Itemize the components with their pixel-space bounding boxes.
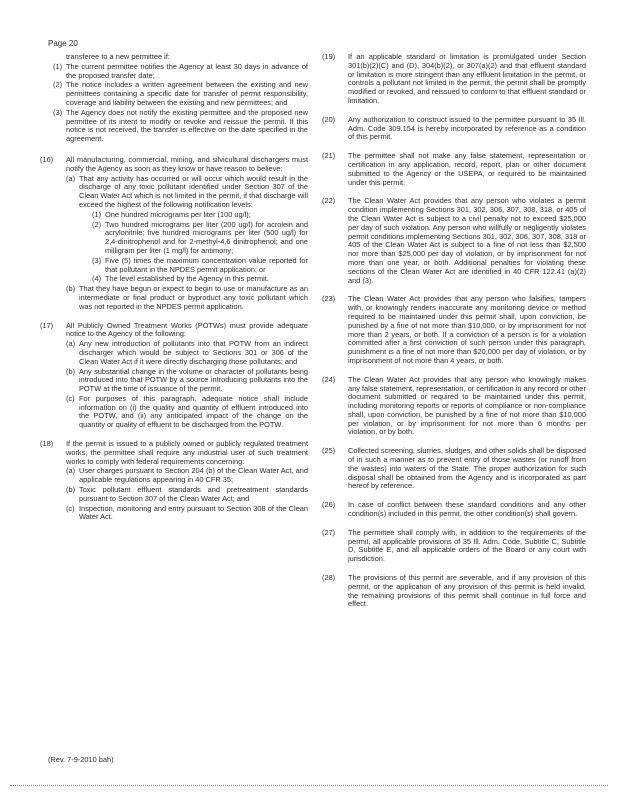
sub-item: (a) User charges pursuant to Section 204 (b) of the Clean Water Act, and applicable regulations appearing in 40 CFR 35; <box>66 466 308 485</box>
sub-item: (b) That they have begun or expect to begin to use or manufacture as an intermediate or final product or byproduct any toxic pollutant which was not reported in the NPDES permit application. <box>66 284 308 311</box>
item-text: All Publicly Owned Treatment Works (POTWs) must provide adequate notice to the Agency of the following: <box>66 320 308 339</box>
left-column <box>40 53 308 532</box>
item-text: All manufacturing, commercial, mining, and silvicultural dischargers must notify the Agency as soon as they know or have reason to believe: <box>66 154 308 173</box>
condition-16 <box>40 156 308 312</box>
sub-item: (c) Inspection, monitoring and entry pursuant to Section 308 of the Clean Water Act. <box>66 503 308 522</box>
condition-17 <box>40 322 308 431</box>
item-text: If the permit is issued to a publicly owned or publicly regulated treatment works, the permittee shall require any industrial user of such treatment works to comply with federal requirements concerning: <box>66 439 308 466</box>
condition-24: (24) The Clean Water Act provides that any person who knowingly makes any false statement, representation, or certification in any record or other document submitted or required to be maintained under this permit, including monitoring reports or reports of compliance or non-compliance shall, upon conviction, be punished by a fine of not more than $10,000 per violation, or by imprisonment for not more than 6 months per violation, or by both. <box>322 374 586 437</box>
condition-27: (27) The permittee shall comply with, in addition to the requirements of the permit, all applicable provisions of 35 Ill. Adm. Code, Subtitle C, Subtitle D, Subtitle E, and all applicable orders of the Board or any court with jurisdiction. <box>322 527 586 564</box>
sub-item: (3) The Agency does not notify the existing permittee and the proposed new permittee of its intent to modify or revoke and reissue the permit. If this notice is not received, the transfer is effective on the date specified in the agreement. <box>53 107 308 144</box>
item-number: (18) <box>40 439 54 449</box>
sub-item: (a) That any activity has occurred or will occur which would result in the discharge of any toxic pollutant identified under Section 307 of the Clean Water Act which is not limited in the permit, if that discharge will exceed the highest of the following notification levels: (1) One hundred micrograms per liter (100 ug/l); (2) Two hundred micrograms per liter (200 ug/l) for acrolein and acrylonitrile; five hundred micrograms per liter (500 ug/l) for 2,4-dinitrophenol and for 2-methyl-4,6 dinitrophenol; and one milligram per liter (1 mg/l) for antimony; (3) Five (5) times the maximum concentration value reported for that pollutant in the NPDES permit application; or (4) The level established by the Agency in this permit. <box>66 173 308 284</box>
sub-item: (1) The current permittee notifies the Agency at least 30 days in advance of the proposed transfer date; <box>53 61 308 80</box>
condition-21: (21) The permittee shall not make any false statement, representation or certification in any application, record, report, plan or other document submitted to the Agency or the USEPA, or required to be maintained under this permit. <box>322 151 586 187</box>
condition-26: (26) In case of conflict between these standard conditions and any other condition(s) included in this permit, the other condition(s) shall govern. <box>322 500 586 519</box>
condition-18 <box>40 440 308 522</box>
sub-sub-item: (3) Five (5) times the maximum concentration value reported for that pollutant in the NPDES permit application; or <box>92 255 308 274</box>
condition-25: (25) Collected screening, slurries, sludges, and other solids shall be disposed of in such a manner as to prevent entry of those wastes (or runoff from the wastes) into waters of the State. The proper authorization for such disposal shall be obtained from the Agency and is incorporated as part hereof by reference. <box>322 446 586 491</box>
item-number: (16) <box>40 154 54 164</box>
page-number: Page 20 <box>48 39 78 48</box>
revision-note: (Rev. 7-9-2010 bah) <box>48 755 114 764</box>
continued-paragraph <box>40 53 308 144</box>
condition-19: (19) If an applicable standard or limitation is promulgated under Section 301(b)(2)(C) and (D), 304(b)(2), or 307(a)(2) and that effluent standard or limitation is more stringent than any effluent limitation in the permit, or controls a pollutant not limited in the permit, the permit shall be promptly modified or revoked, and reissued to conform to that effluent standard or limitation. <box>322 52 586 105</box>
sub-sub-item: (4) The level established by the Agency in this permit. <box>92 274 269 284</box>
item-number: (17) <box>40 320 54 330</box>
condition-20: (20) Any authorization to construct issued to the permittee pursuant to 35 Ill. Adm. Code 309.154 is hereby incorporated by reference as a condition of this permit. <box>322 114 586 142</box>
right-column <box>322 53 586 619</box>
continued-intro: transferee to a new permittee if: <box>66 52 170 61</box>
sub-sub-item: (1) One hundred micrograms per liter (100 ug/l); <box>92 209 251 219</box>
sub-item: (b) Toxic pollutant effluent standards and pretreatment standards pursuant to Section 307 of the Clean Water Act; and <box>66 485 308 503</box>
condition-28: (28) The provisions of this permit are severable, and if any provision of this permit, or the application of any provision of this permit is held invalid, the remaining provisions of this permit shall continue in full force and effect. <box>322 573 586 609</box>
sub-item: (2) The notice includes a written agreement between the existing and new permittees containing a specific date for transfer of permit responsibility, coverage and liability between the existing and new permittees; and <box>53 80 308 107</box>
condition-23: (23) The Clean Water Act provides that any person who falsifies, tampers with, or knowingly renders inaccurate any monitoring device or method required to be maintained under this permit shall, upon conviction, be punished by a fine of not more than $10,000, or by imprisonment for not more than 2 years, or both. If a conviction of a person is for a violation committed after a first conviction of such person under this paragraph, punishment is a fine of not more than $20,000 per day of violation, or by imprisonment of not more than 4 years, or both. <box>322 294 586 365</box>
condition-22: (22) The Clean Water Act provides that any person who violates a permit condition implementing Sections 301, 302, 306, 307, 308, 318, or 405 of the Clean Water Act is subject to a civil penalty not to exceed $25,000 per day of such violation. Any person who willfully or negligently violates permit conditions implementing Sections 301, 302, 306, 307, 308, 318 or 405 of the Clean Water Act is subject to a fine of not less than $2,500 nor more than $25,000 per day of violation, or by imprisonment for not more than one year, or both. Additional penalties for violating these sections of the Clean Water Act are identified in 40 CFR 122.41 (a)(2) and (3). <box>322 196 586 285</box>
sub-item: (b) Any substantial change in the volume or character of pollutants being introduced into that POTW by a source introducing pollutants into the POTW at the time of issuance of the permit. <box>66 366 308 394</box>
sub-item: (a) Any new introduction of pollutants into that POTW from an indirect discharger which would be subject to Sections 301 or 306 of the Clean Water Act if it were directly discharging those pollutants; and <box>66 339 308 366</box>
footer-divider <box>10 785 608 786</box>
sub-sub-item: (2) Two hundred micrograms per liter (200 ug/l) for acrolein and acrylonitrile; five hundred micrograms per liter (500 ug/l) for 2,4-dinitrophenol and for 2-methyl-4,6 dinitrophenol; and one milligram per liter (1 mg/l) for antimony; <box>92 219 308 255</box>
sub-item: (c) For purposes of this paragraph, adequate notice shall include information on (i) the quality and quantity of effluent introduced into the POTW, and (ii) any anticipated impact of the change on the quantity or quality of effluent to be discharged from the POTW. <box>66 393 308 430</box>
